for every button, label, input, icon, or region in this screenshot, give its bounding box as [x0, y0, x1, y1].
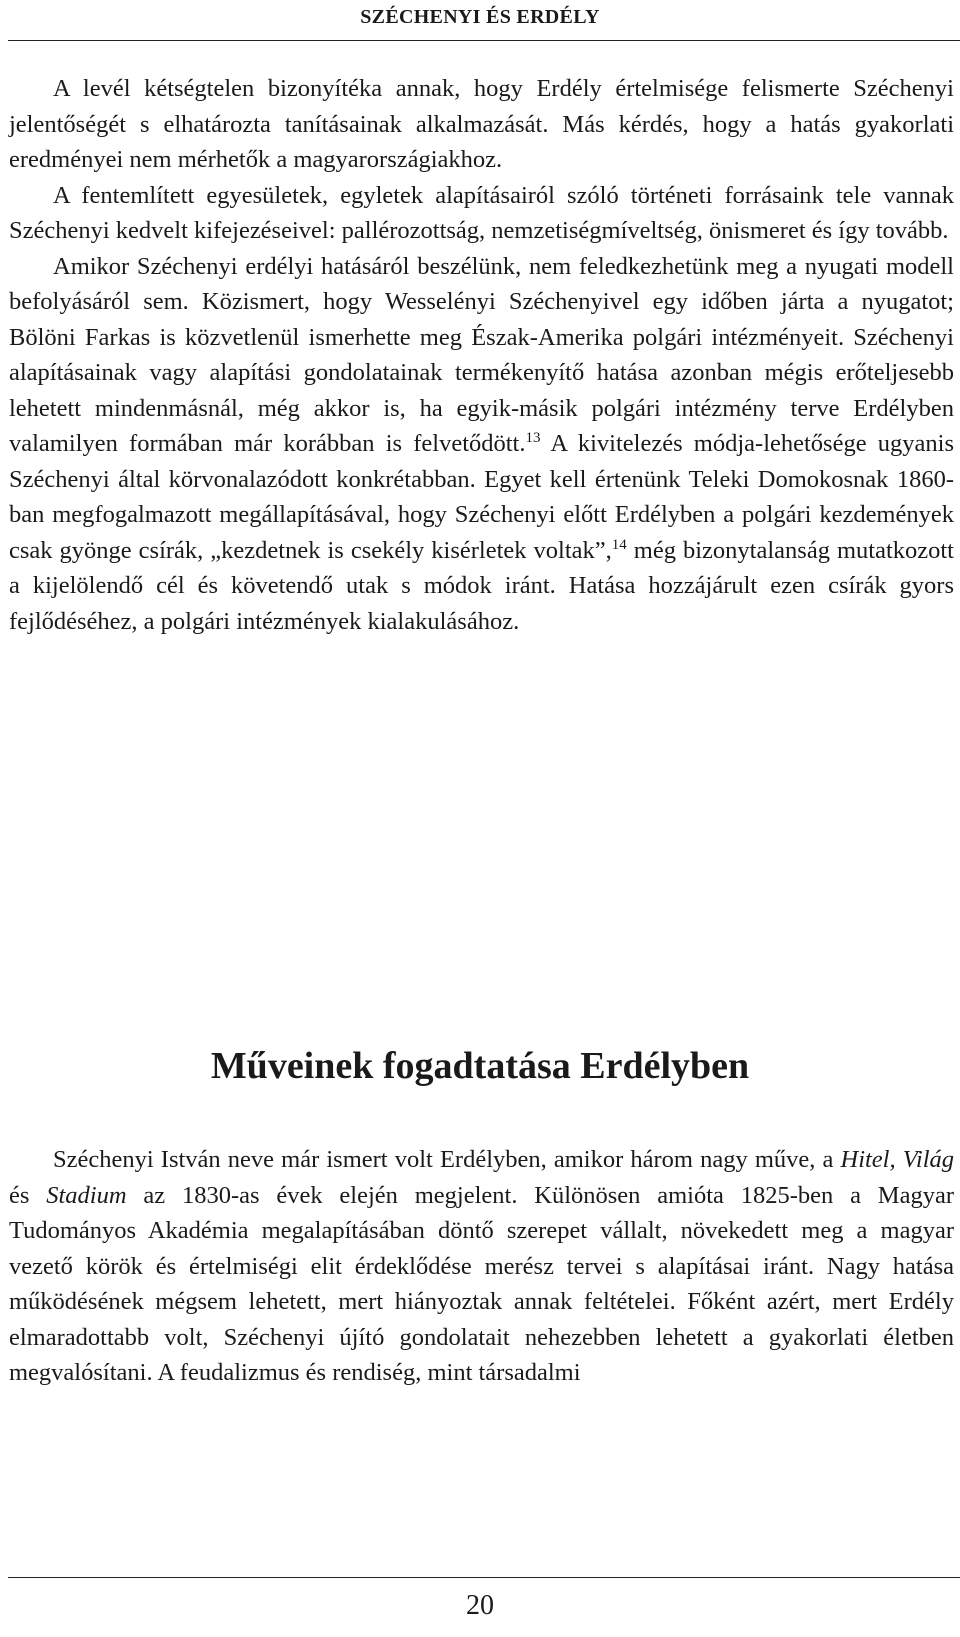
footnote-ref-13: 13 — [525, 430, 541, 446]
work-title-vilag: Világ — [902, 1146, 955, 1173]
paragraph-3 — [9, 249, 954, 640]
page-number: 20 — [466, 1590, 494, 1621]
header-rule — [8, 40, 960, 41]
paragraph-1: A levél kétségtelen bizonyítéka annak, hogy Erdély értelmisége felismerte Széchenyi jelentőségét s elhatározta tanításainak alkalmazását. Más kérdés, hogy a hatás gyakorlati eredményei nem mérhetők a magyarországiakhoz. — [9, 75, 954, 173]
conjunction: és — [9, 1181, 47, 1209]
running-head: SZÉCHENYI ÉS ERDÉLY — [360, 6, 600, 28]
work-title-stadium: Stadium — [46, 1181, 127, 1209]
footnote-ref-14: 14 — [611, 536, 627, 553]
work-title-hitel: Hitel, — [840, 1146, 896, 1173]
paragraph-3-text-b: A kivitelezés módja-lehetősége ugyanis Széchenyi által körvonalazódott konkrétabban. Egyet kell értenünk Teleki Domokosnak 1860-ban megfogalmazott megállapításával, hogy Széchenyi előtt Erdélyben a polgári kezdemények csak gyönge csírák, „kezdetnek is csekély kisérletek voltak”, — [9, 430, 954, 564]
paragraph-3-text-c: még bizonytalanság mutatkozott a kijelölendő cél és követendő utak s módok iránt. Hatása hozzájárult ezen csírák gyors fejlődéséhez, a polgári intézmények kialakulásához. — [9, 536, 954, 635]
paragraph-3-text-a: Amikor Széchenyi erdélyi hatásáról beszélünk, nem feledkezhetünk meg a nyugati modell befolyásáról sem. Közismert, hogy Wesselényi Széchenyivel egy időben járta a nyugatot; Bölöni Farkas is közvetlenül ismerhette meg Észak-Amerika polgári intézményeit. Széchenyi alapításainak vagy alapítási gondolatainak termékenyítő hatása azonban mégis erőteljesebb lehetett mindenmásnál, még akkor is, ha egyik-másik polgári intézmény terve Erdélyben valamilyen formában már korábban is felvetődött. — [9, 252, 954, 457]
separator — [896, 1146, 903, 1173]
body-section-2 — [9, 1142, 954, 1391]
paragraph-4 — [9, 1142, 954, 1391]
paragraph-4-text-b: az 1830-as évek elején megjelent. Különösen amióta 1825-ben a Magyar Tudományos Akadémia megalapításában döntő szerepet vállalt, növekedett meg a magyar vezető körök és értelmiségi elit érdeklődése merész tervei s alapításai iránt. Nagy hatása működésének mégsem lehetett, mert hiányoztak annak feltételei. Főként azért, mert Erdély elmaradottabb volt, Széchenyi újító gondolatait nehezebben lehetett a gyakorlati életben megvalósítani. A feudalizmus és rendiség, mint társadalmi — [9, 1181, 954, 1386]
section-heading: Műveinek fogadtatása Erdélyben — [210, 1045, 750, 1087]
body-section-1 — [9, 71, 954, 639]
paragraph-2: A fentemlített egyesületek, egyletek alapításairól szóló történeti forrásaink tele vannak Széchenyi kedvelt kifejezéseivel: pallérozottság, nemzetiségmíveltség, önismeret és így tovább. — [9, 181, 954, 244]
footer-rule — [8, 1577, 960, 1578]
paragraph-4-text-a: Széchenyi István neve már ismert volt Erdélyben, amikor három nagy műve, a — [53, 1146, 841, 1173]
